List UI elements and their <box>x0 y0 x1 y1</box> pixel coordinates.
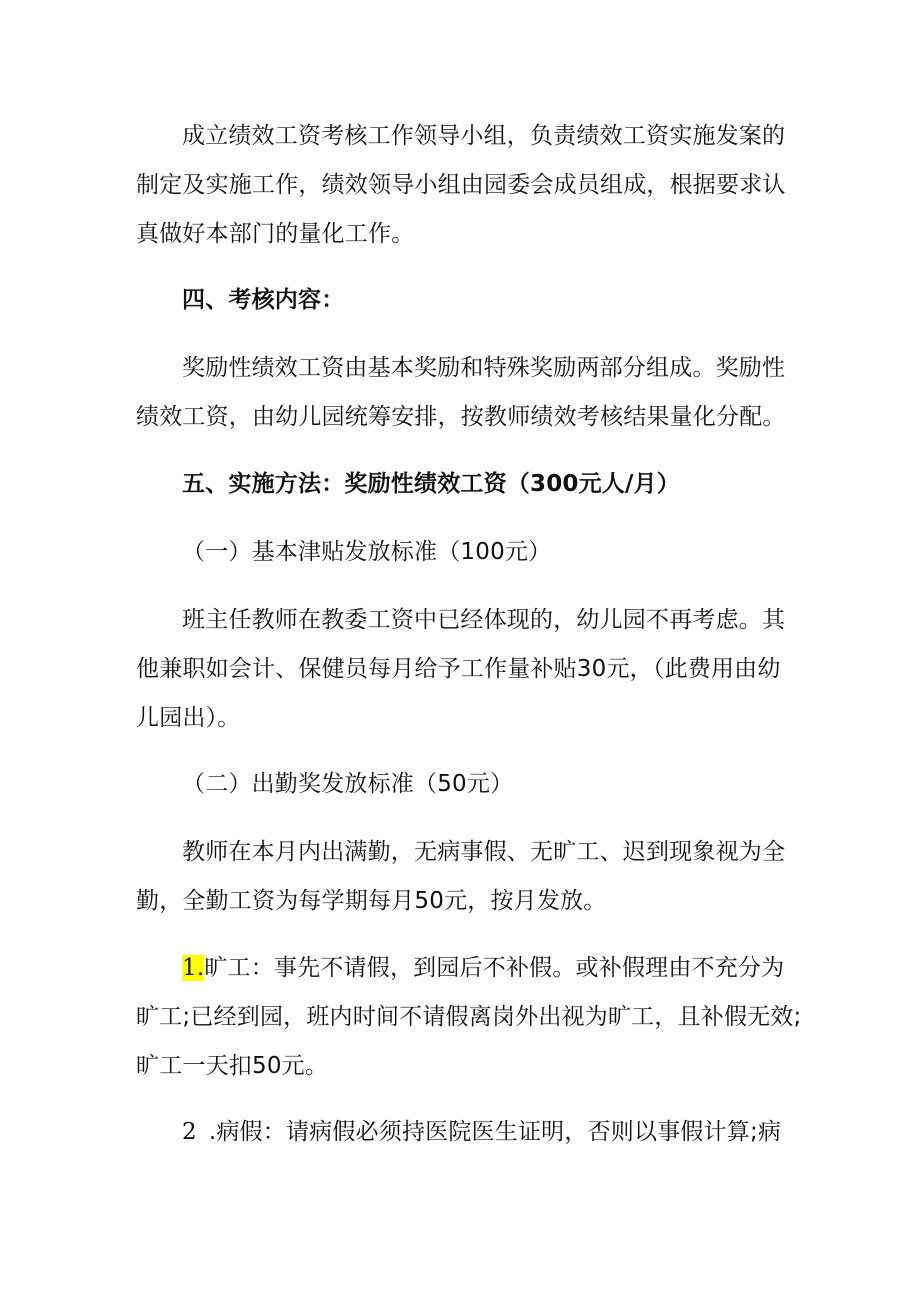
highlighted-list-marker: 1. <box>182 955 205 981</box>
paragraph-line: 旷工;已经到园，班内时间不请假离岗外出视为旷工，且补假无效; <box>136 1004 802 1030</box>
paragraph-line: 旷工一天扣50元。 <box>136 1053 329 1079</box>
subheading-attendance-bonus: （二）出勤奖发放标准（50元） <box>182 771 514 797</box>
paragraph-line: 真做好本部门的量化工作。 <box>136 221 415 247</box>
section-heading-assessment-content: 四、考核内容： <box>182 287 345 313</box>
paragraph-line: 班主任教师在教委工资中已经体现的，幼儿园不再考虑。其 <box>182 607 786 633</box>
subheading-basic-allowance: （一）基本津贴发放标准（100元） <box>182 539 552 565</box>
section-heading-implementation: 五、实施方法：奖励性绩效工资（300元人/月） <box>182 471 681 497</box>
paragraph-line-text: .病假：请病假必须持医院医生证明，否则以事假计算;病 <box>208 1119 782 1145</box>
list-marker: 2 <box>182 1119 197 1145</box>
paragraph-line <box>182 1117 781 1147</box>
paragraph-line: 勤，全勤工资为每学期每月50元，按月发放。 <box>136 888 607 914</box>
paragraph-line: 他兼职如会计、保健员每月给予工作量补贴30元，（此费用由幼 <box>136 656 781 682</box>
paragraph-line: 制定及实施工作，绩效领导小组由园委会成员组成，根据要求认 <box>136 172 786 198</box>
paragraph-line: 儿园出）。 <box>136 705 241 731</box>
paragraph-line: 奖励性绩效工资由基本奖励和特殊奖励两部分组成。奖励性 <box>182 355 786 381</box>
paragraph-line: 绩效工资，由幼儿园统筹安排，按教师绩效考核结果量化分配。 <box>136 404 786 430</box>
paragraph-line: 教师在本月内出满勤，无病事假、无旷工、迟到现象视为全 <box>182 839 786 865</box>
paragraph-line <box>182 953 784 983</box>
paragraph-line: 成立绩效工资考核工作领导小组，负责绩效工资实施发案的 <box>182 123 786 149</box>
paragraph-line-text: 旷工：事先不请假，到园后不补假。或补假理由不充分为 <box>204 955 785 981</box>
